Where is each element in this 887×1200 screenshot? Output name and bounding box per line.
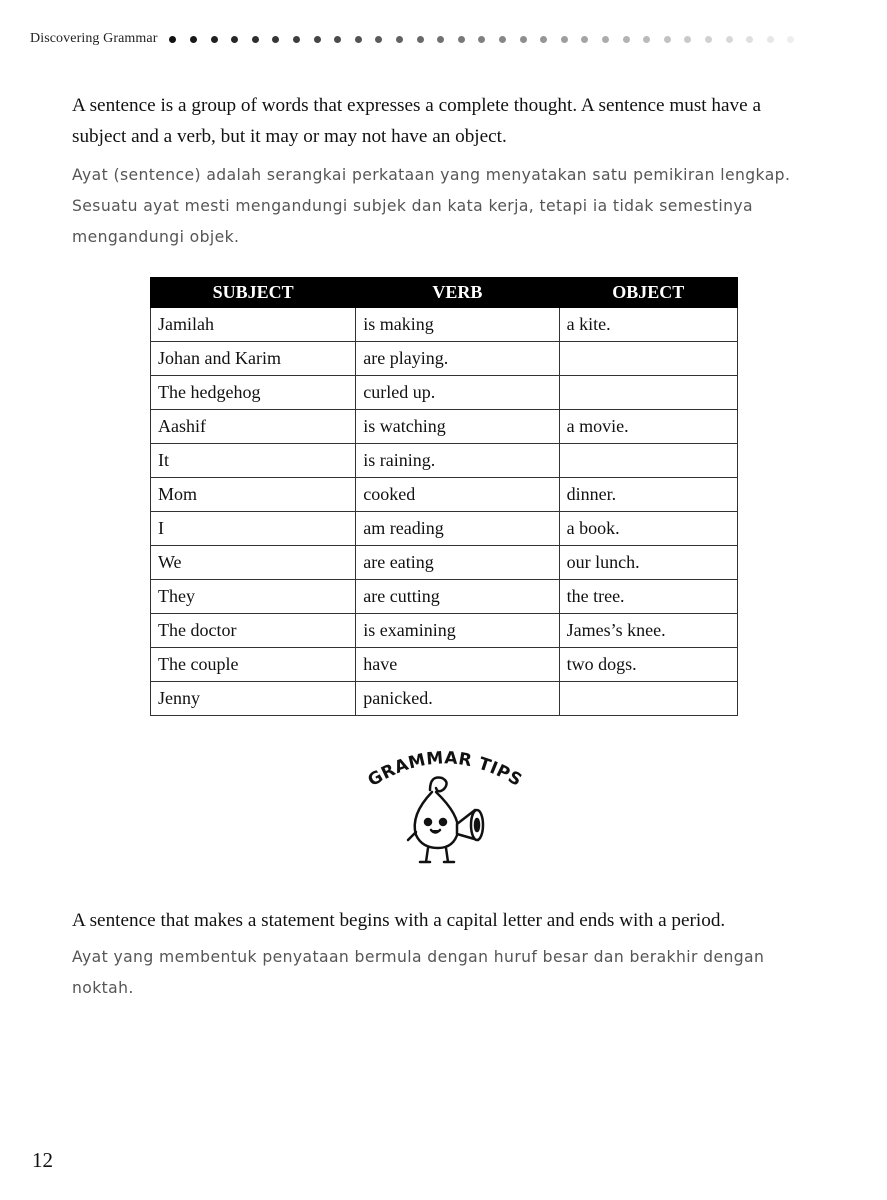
header-dot <box>726 36 733 43</box>
subject-cell: The hedgehog <box>151 376 356 410</box>
table-row <box>151 342 738 376</box>
subject-cell: I <box>151 512 356 546</box>
header-dot <box>581 36 588 43</box>
header-dot <box>684 36 691 43</box>
header-dot <box>314 36 321 43</box>
running-header <box>30 28 808 50</box>
table-row <box>151 308 738 342</box>
object-cell: dinner. <box>559 478 737 512</box>
subject-cell: Aashif <box>151 410 356 444</box>
object-cell: a movie. <box>559 410 737 444</box>
header-dot <box>355 36 362 43</box>
object-cell: a kite. <box>559 308 737 342</box>
verb-cell: is raining. <box>356 444 559 478</box>
header-dot <box>767 36 774 43</box>
intro-english-paragraph: A sentence is a group of words that expresses a complete thought. A sentence must have a subject and a verb, but it may or may not have an object. <box>72 95 761 147</box>
header-dot <box>602 36 609 43</box>
subject-cell: The couple <box>151 648 356 682</box>
subject-cell: Jenny <box>151 682 356 716</box>
header-dot <box>252 36 259 43</box>
table-row <box>151 376 738 410</box>
subject-cell: We <box>151 546 356 580</box>
header-dot <box>458 36 465 43</box>
table-row <box>151 614 738 648</box>
subject-cell: The doctor <box>151 614 356 648</box>
object-cell <box>559 682 737 716</box>
header-dot <box>705 36 712 43</box>
page-number: 12 <box>32 1148 53 1172</box>
header-object: OBJECT <box>559 278 737 308</box>
verb-cell: is making <box>356 308 559 342</box>
header-dot <box>437 36 444 43</box>
header-dot <box>272 36 279 43</box>
subject-cell: Jamilah <box>151 308 356 342</box>
table-row <box>151 444 738 478</box>
verb-cell: are eating <box>356 546 559 580</box>
header-dot <box>478 36 485 43</box>
subject-cell: Johan and Karim <box>151 342 356 376</box>
table-row <box>151 512 738 546</box>
header-dot <box>787 36 794 43</box>
tip-english-paragraph: A sentence that makes a statement begins with a capital letter and ends with a period. <box>72 910 726 931</box>
object-cell <box>559 342 737 376</box>
header-dot <box>499 36 506 43</box>
header-dot <box>417 36 424 43</box>
header-dot <box>211 36 218 43</box>
verb-cell: is watching <box>356 410 559 444</box>
tip-section <box>72 905 822 1004</box>
header-dot <box>190 36 197 43</box>
verb-cell: have <box>356 648 559 682</box>
header-dot <box>561 36 568 43</box>
grammar-tips-badge <box>360 740 530 870</box>
object-cell: a book. <box>559 512 737 546</box>
table-row <box>151 546 738 580</box>
verb-cell: am reading <box>356 512 559 546</box>
grammar-tips-graphic <box>360 740 530 870</box>
header-dot <box>664 36 671 43</box>
object-cell <box>559 376 737 410</box>
verb-cell: are playing. <box>356 342 559 376</box>
sentence-parts-table-wrapper <box>150 277 738 716</box>
header-dot <box>520 36 527 43</box>
tip-malay-paragraph: Ayat yang membentuk penyataan bermula dengan huruf besar dan berakhir dengan noktah. <box>72 948 765 997</box>
header-subject: SUBJECT <box>151 278 356 308</box>
table-row <box>151 580 738 614</box>
subject-cell: They <box>151 580 356 614</box>
table-header-row <box>151 278 738 308</box>
table-row <box>151 478 738 512</box>
grammar-tips-title: GRAMMAR TIPS <box>364 748 526 791</box>
verb-cell: is examining <box>356 614 559 648</box>
intro-malay-paragraph: Ayat (sentence) adalah serangkai perkataan yang menyatakan satu pemikiran lengkap. Sesuatu ayat mesti mengandungi subjek dan kata kerja, tetapi ia tidak semestinya mengandungi objek. <box>72 166 791 246</box>
header-dot <box>231 36 238 43</box>
table-body <box>151 308 738 716</box>
header-dot <box>623 36 630 43</box>
object-cell: two dogs. <box>559 648 737 682</box>
verb-cell: cooked <box>356 478 559 512</box>
header-title: Discovering Grammar <box>30 31 158 46</box>
table-row <box>151 682 738 716</box>
verb-cell: curled up. <box>356 376 559 410</box>
verb-cell: panicked. <box>356 682 559 716</box>
object-cell <box>559 444 737 478</box>
object-cell: James’s knee. <box>559 614 737 648</box>
header-verb: VERB <box>356 278 559 308</box>
intro-section <box>72 90 816 253</box>
object-cell: the tree. <box>559 580 737 614</box>
header-dot-rule <box>169 36 807 43</box>
header-dot <box>293 36 300 43</box>
subject-cell: Mom <box>151 478 356 512</box>
table-row <box>151 410 738 444</box>
header-dot <box>746 36 753 43</box>
sentence-parts-table <box>150 277 738 716</box>
header-dot <box>375 36 382 43</box>
verb-cell: are cutting <box>356 580 559 614</box>
header-dot <box>334 36 341 43</box>
subject-cell: It <box>151 444 356 478</box>
header-dot <box>643 36 650 43</box>
header-dot <box>540 36 547 43</box>
header-dot <box>396 36 403 43</box>
header-dot <box>169 36 176 43</box>
table-row <box>151 648 738 682</box>
object-cell: our lunch. <box>559 546 737 580</box>
mascot-megaphone-icon <box>408 778 483 863</box>
